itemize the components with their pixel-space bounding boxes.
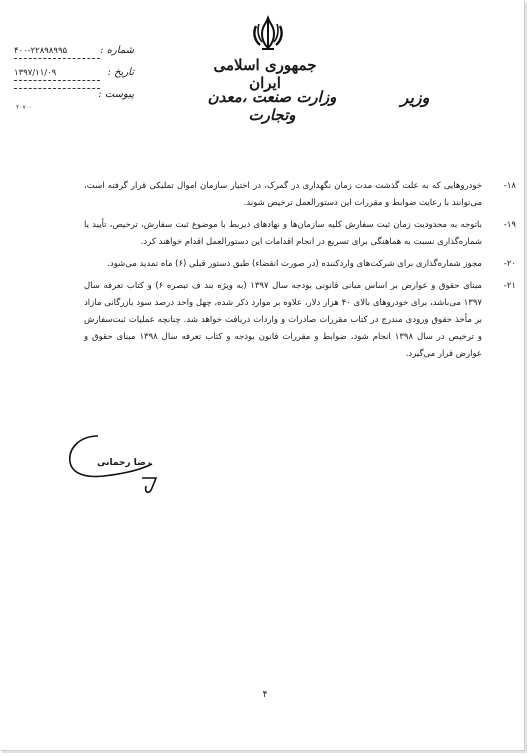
page-number: ۴ [262, 690, 268, 700]
side-note: ۲۰۷۰۰ [16, 104, 33, 111]
letter-attachment-label: پیوست : [98, 89, 134, 100]
letter-attachment-row [14, 88, 134, 102]
clause-number: ۱۸- [503, 181, 516, 191]
clause-number: ۱۹- [503, 220, 516, 230]
clause-text: مبنای حقوق و عوارض بر اساس مبانی قانونی بودجه سال ۱۳۹۷ (به ویژه بند ف تبصره ۶) و کتاب تعرفه سال ۱۳۹۷ می‌باشد، برای خودروهای بالای ۴۰ هزار دلار، علاوه بر موارد ذکر شده، چهل واحد درصد سود بازرگانی مازاد بر مأخذ حقوق ورودی مندرج در کتاب مقررات صادرات و واردات دریافت خواهد شد. چنانچه عملیات ثبت‌سفارش و ترخیص در سال ۱۳۹۸ انجام شود، ضوابط و مقررات قانون بودجه و کتاب تعرفه سال ۱۳۹۸ مبنای حقوق و عوارض قرار می‌گیرد. [84, 281, 482, 359]
clause-item [84, 278, 516, 363]
clause-text: مجوز شماره‌گذاری برای شرکت‌های واردکننده (در صورت انقضاء) طبق دستور قبلی (۶) ماه تمدید می‌شود. [107, 259, 482, 269]
letter-attachment-value [14, 88, 100, 89]
clause-text: باتوجه به محدودیت زمان ثبت سفارش کلیه سازمان‌ها و نهادهای ذیربط با موضوع ثبت سفارش، ترخیص، تأیید یا شماره‌گذاری نسبت به هماهنگی برای تسریع در انجام اقدامات این دستورالعمل اقدام خواهند کرد. [84, 220, 482, 247]
clause-number: ۲۱- [503, 281, 516, 291]
letter-date-label: تاریخ : [107, 67, 134, 78]
letter-number-row [14, 44, 134, 58]
clause-number: ۲۰- [503, 259, 516, 269]
clause-text: خودروهایی که به علت گذشت مدت زمان نگهداری در گمرک، در اختیار سازمان اموال تملیکی قرار گرفته است، می‌توانند با رعایت ضوابط و مقررات این دستورالعمل ترخیص شوند. [84, 181, 482, 208]
letter-number-label: شماره : [100, 45, 134, 56]
clause-item [84, 256, 516, 273]
clause-list [84, 178, 516, 368]
ministry-name: وزارت صنعت ،معدن وتجارت [207, 88, 337, 124]
iran-emblem-icon [248, 14, 288, 54]
letter-number-value: ۴۰۰-۲۲۸۹۸۹۹۵ [14, 44, 100, 59]
minister-title: وزیر [400, 88, 430, 107]
clause-item [84, 178, 516, 212]
clause-item [84, 217, 516, 251]
letter-date-value: ۱۳۹۷/۱۱/۰۹ [14, 66, 100, 81]
signer-name: رضا رحمانی [97, 458, 151, 468]
government-name: جمهوری اسلامی ایران [213, 56, 317, 92]
letter-date-row [14, 66, 134, 80]
